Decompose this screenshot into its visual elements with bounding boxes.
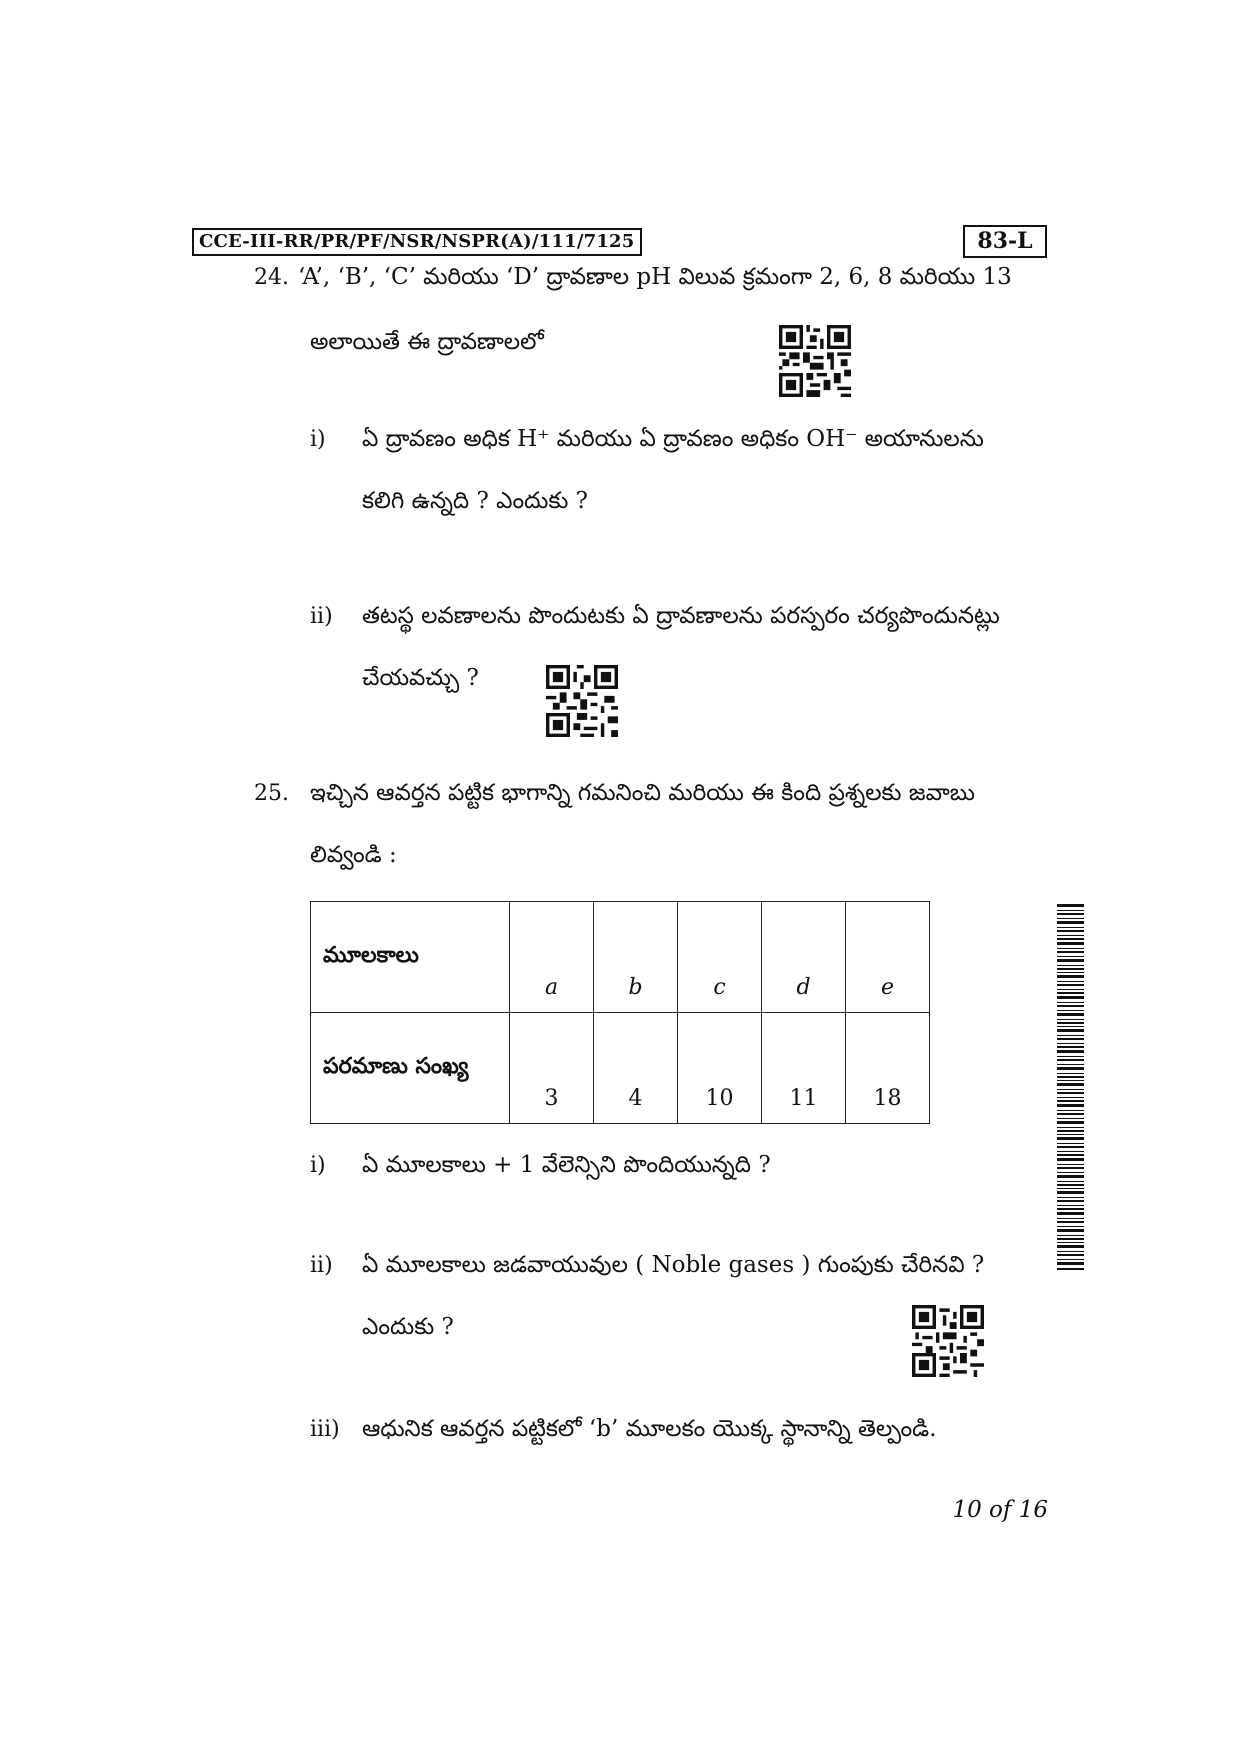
q25-sub-i-label: i) xyxy=(310,1153,326,1178)
q24-sub-i-line2: కలిగి ఉన్నది ? ఎందుకు ? xyxy=(362,488,588,514)
q25-sub-iii-label: iii) xyxy=(310,1417,340,1442)
q24-sub-ii-label: ii) xyxy=(310,604,333,629)
q24-sub-ii-line1: తటస్థ లవణాలను పొందుటకు ఏ ద్రావణాలను పరస్పరం చర్యపొందునట్లు xyxy=(362,603,1000,629)
atomic-number-cell: 3 xyxy=(510,1013,594,1124)
row-header-elements: మూలకాలు xyxy=(311,902,510,1013)
q24-sub-i-label: i) xyxy=(310,427,326,452)
q25-line1: ఇచ్చిన ఆవర్తన పట్టిక భాగాన్ని గమనించి మరియు ఈ కింది ప్రశ్నలకు జవాబు xyxy=(310,780,975,806)
q25-sub-i-text: ఏ మూలకాలు + 1 వేలెన్సిని పొందియున్నది ? xyxy=(362,1152,771,1178)
element-cell: e xyxy=(846,902,930,1013)
exam-code: CCE-III-RR/PR/PF/NSR/NSPR(A)/111/7125 xyxy=(192,228,642,256)
barcode-icon xyxy=(1057,904,1084,1270)
table-row xyxy=(311,1013,930,1124)
q24-sub-ii-line2: చేయవచ్చు ? xyxy=(362,665,479,691)
q25-sub-ii-line2: ఎందుకు ? xyxy=(362,1314,454,1340)
q24-line2: అలాయితే ఈ ద్రావణాలలో xyxy=(310,329,544,355)
atomic-number-cell: 18 xyxy=(846,1013,930,1124)
q25-line2: లివ్వండి : xyxy=(310,842,397,868)
q25-sub-iii-text: ఆధునిక ఆవర్తన పట్టికలో ‘b’ మూలకం యొక్క స్థానాన్ని తెల్పండి. xyxy=(362,1416,937,1442)
qr-code-icon xyxy=(546,665,618,737)
atomic-number-cell: 10 xyxy=(678,1013,762,1124)
element-cell: d xyxy=(762,902,846,1013)
row-header-atomic-number: పరమాణు సంఖ్య xyxy=(311,1013,510,1124)
q24-line1: ‘A’, ‘B’, ‘C’ మరియు ‘D’ ద్రావణాల pH విలువ క్రమంగా 2, 6, 8 మరియు 13 xyxy=(298,264,1012,290)
periodic-table-excerpt xyxy=(310,901,930,1124)
atomic-number-cell: 11 xyxy=(762,1013,846,1124)
question-number-24: 24. xyxy=(254,265,289,290)
q24-sub-i-line1: ఏ ద్రావణం అధిక H⁺ మరియు ఏ ద్రావణం అధికం OH⁻ అయానులను xyxy=(362,426,984,452)
table-row xyxy=(311,902,930,1013)
qr-code-icon xyxy=(779,325,851,397)
paper-code: 83-L xyxy=(963,225,1047,258)
qr-code-icon xyxy=(912,1305,984,1377)
element-cell: b xyxy=(594,902,678,1013)
q25-sub-ii-line1: ఏ మూలకాలు జడవాయువుల ( Noble gases ) గుంపుకు చేరినవి ? xyxy=(362,1252,985,1278)
element-cell: c xyxy=(678,902,762,1013)
atomic-number-cell: 4 xyxy=(594,1013,678,1124)
question-number-25: 25. xyxy=(254,781,289,806)
page-number: 10 of 16 xyxy=(952,1497,1048,1523)
element-cell: a xyxy=(510,902,594,1013)
q25-sub-ii-label: ii) xyxy=(310,1253,333,1278)
